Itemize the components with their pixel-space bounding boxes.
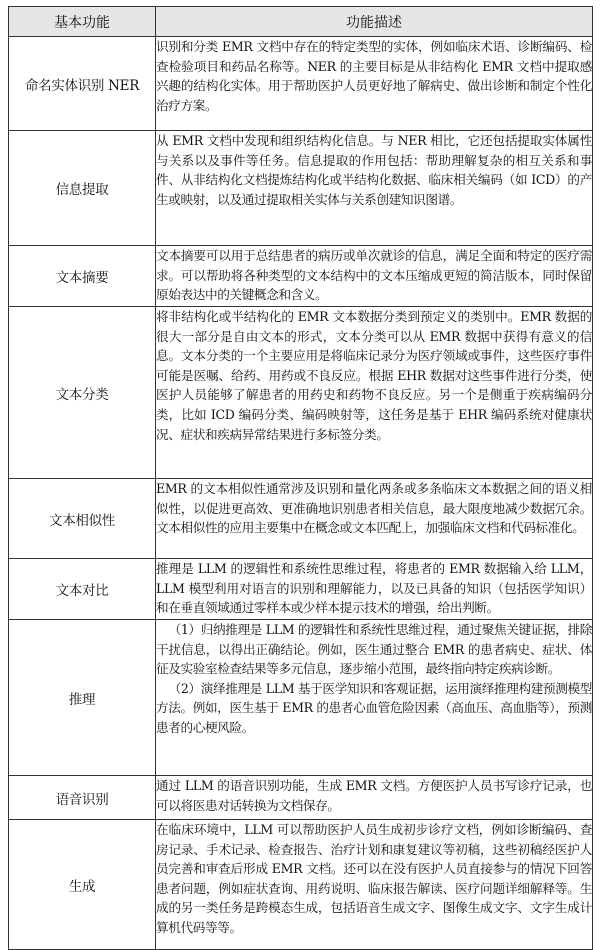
row-name-text-summary: 文本摘要 [9, 246, 156, 307]
row-name-speech-recognition: 语音识别 [9, 776, 156, 820]
row-name-information-extraction: 信息提取 [9, 131, 156, 246]
reasoning-inductive: （1）归纳推理是 LLM 的逻辑性和系统性思维过程，通过聚焦关键证据，排除干扰信息，以得出正确结论。例如，医生通过整合 EMR 的患者病史、症状、体征及实验室检查结果等多元信息，逐步缩小范围，最终指向特定疾病诊断。 [156, 622, 592, 677]
table-header-row [9, 7, 593, 37]
row-name-reasoning: 推理 [9, 620, 156, 776]
row-name-text-comparison: 文本对比 [9, 559, 156, 620]
table-row [9, 620, 593, 776]
row-desc-text-similarity: EMR 的文本相似性通常涉及识别和量化两条或多条临床文本数据之间的语义相似性，以促进更高效、更准确地识别患者相关信息，最大限度地减少数据冗余。文本相似性的应用主要集中在概念或文本匹配上，加强临床文档和代码标准化。 [156, 479, 593, 559]
row-desc-information-extraction: 从 EMR 文档中发现和组织结构化信息。与 NER 相比，它还包括提取实体属性与关系以及事件等任务。信息提取的作用包括：帮助理解复杂的相互关系和事件、从非结构化文档提炼结构化或半结构化数据、临床相关编码（如 ICD）的产生或映射，以及通过提取相关实体与关系创建知识图谱。 [156, 131, 593, 246]
row-desc-text-comparison: 推理是 LLM 的逻辑性和系统性思维过程，将患者的 EMR 数据输入给 LLM，LLM 模型利用对语言的识别和理解能力，以及已具备的知识（包括医学知识）和在垂直领域通过零样本或少样本提示技术的增强，给出判断。 [156, 559, 593, 620]
header-function: 基本功能 [9, 7, 156, 37]
reasoning-deductive: （2）演绎推理是 LLM 基于医学知识和客观证据，运用演绎推理构建预测模型方法。例如，医生基于 EMR 的患者心血管危险因素（高血压、高血脂等），预测患者的心梗风险。 [156, 680, 592, 735]
row-desc-text-classification: 将非结构化或半结构化的 EMR 文本数据分类到预定义的类别中。EMR 数据的很大一部分是自由文本的形式，文本分类可以从 EMR 数据中获得有意义的信息。文本分类的一个主要应用是将临床记录分为医疗领域或事件，这些医疗事件可能是医嘱、给药、用药或不良反应。根据 EHR 数据对这些事件进行分类，使医护人员能够了解患者的用药史和药物不良反应。另一个是侧重于疾病编码分类，比如 ICD 编码分类、编码映射等，这任务是基于 EHR 编码系统对健康状况、症状和疾病异常结果进行多标签分类。 [156, 307, 593, 479]
table-row [9, 776, 593, 820]
row-desc-text-summary: 文本摘要可以用于总结患者的病历或单次就诊的信息，满足全面和特定的医疗需求。可以帮助将各种类型的文本结构中的文本压缩成更短的简洁版本，同时保留原始表达中的关键概念和含义。 [156, 246, 593, 307]
row-name-ner: 命名实体识别 NER [9, 37, 156, 131]
table-row [9, 307, 593, 479]
row-desc-ner: 识别和分类 EMR 文档中存在的特定类型的实体，例如临床术语、诊断编码、检查检验项目和药品名称等。NER 的主要目标是从非结构化 EMR 文档中提取感兴趣的结构化实体。用于帮助医护人员更好地了解病史、做出诊断和制定个性化治疗方案。 [156, 37, 593, 131]
table-row [9, 37, 593, 131]
table-row [9, 559, 593, 620]
row-desc-generation: 在临床环境中，LLM 可以帮助医护人员生成初步诊疗文档，例如诊断编码、查房记录、手术记录、检查报告、治疗计划和康复建议等初稿，这些初稿经医护人员完善和审查后形成 EMR 文档。还可以在没有医护人员直接参与的情况下回答患者问题，例如症状查询、用药说明、临床报告解读、医疗问题详细解释等。生成的另一类任务是跨模态生成，包括语音生成文字、图像生成文字、文字生成计算机代码等等。 [156, 820, 593, 950]
header-description: 功能描述 [156, 7, 593, 37]
table-row [9, 246, 593, 307]
table-row [9, 131, 593, 246]
table-row [9, 820, 593, 950]
row-name-generation: 生成 [9, 820, 156, 950]
row-name-text-classification: 文本分类 [9, 307, 156, 479]
table-row [9, 479, 593, 559]
function-table [8, 6, 593, 950]
row-desc-reasoning [156, 620, 593, 776]
row-desc-speech-recognition: 通过 LLM 的语音识别功能，生成 EMR 文档。方便医护人员书写诊疗记录，也可以将医患对话转换为文档保存。 [156, 776, 593, 820]
row-name-text-similarity: 文本相似性 [9, 479, 156, 559]
